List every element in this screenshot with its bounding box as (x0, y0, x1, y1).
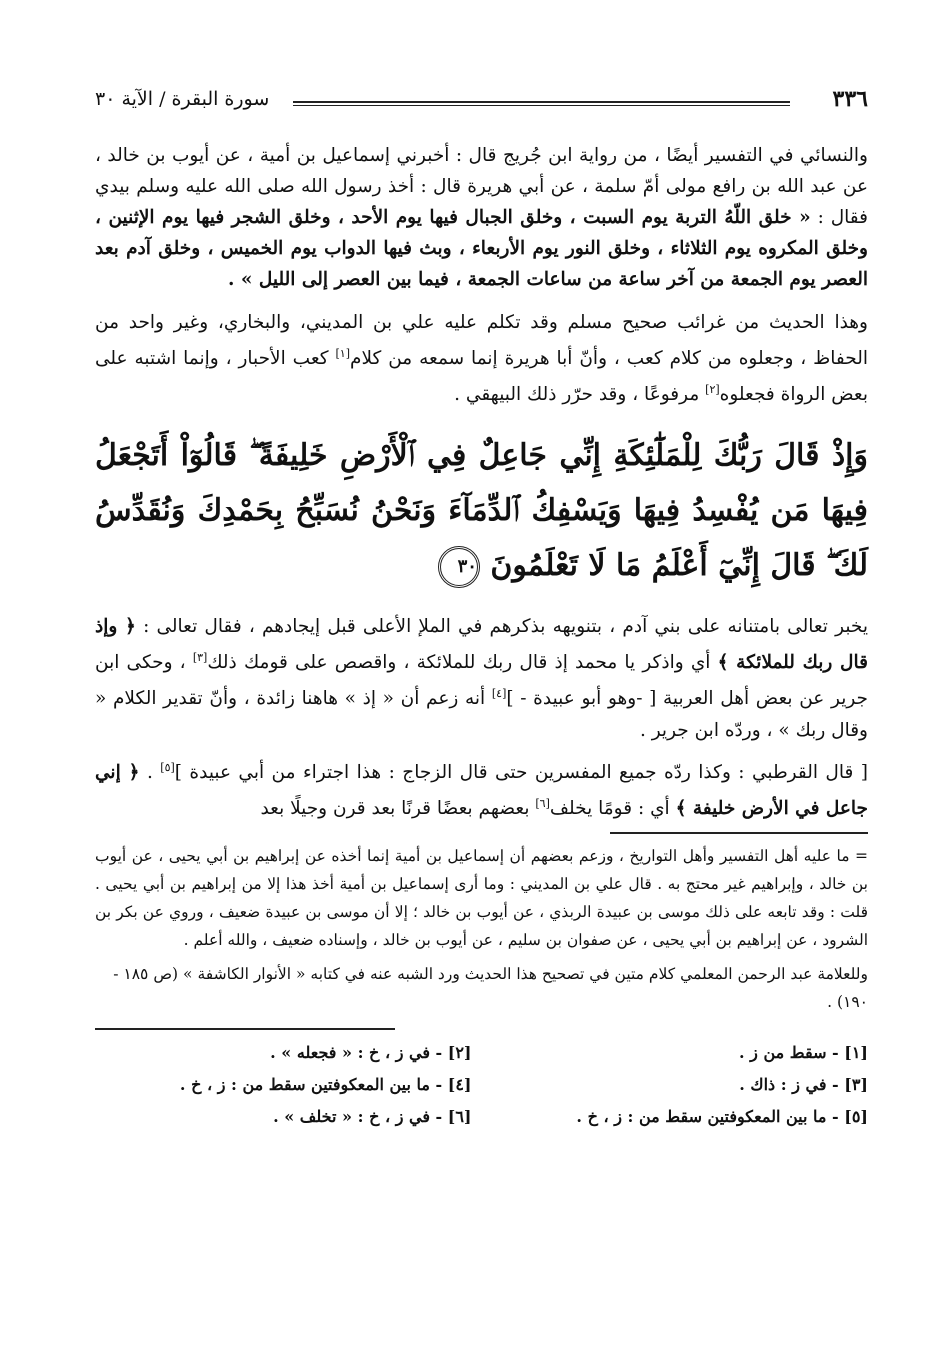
footnote-note: وللعلامة عبد الرحمن المعلمي كلام متين في تصحيح هذا الحديث ورد الشبه عنه في كتابه « الأنوار الكاشفة » (ص ١٨٥ - ١٩٠) . (113, 964, 868, 1011)
page-number: ٣٣٦ (832, 86, 868, 112)
footnote-ref-2[interactable]: [٢] (705, 383, 720, 397)
footnote-3: [٣] - في ز : ذاك . (739, 1074, 868, 1094)
footnote-ref-4[interactable]: [٤] (491, 687, 507, 701)
verse-text: وَإِذْ قَالَ رَبُّكَ لِلْمَلَٰٓئِكَةِ إِنِّي جَاعِلٌ فِي ٱلْأَرْضِ خَلِيفَةً ۖ قَالُوٓاْ أَتَجْعَلُ فِيهَا مَن يُفْسِدُ فِيهَا وَيَسْفِكُ ٱلدِّمَآءَ وَنَحْنُ نُسَبِّحُ بِحَمْدِكَ وَنُقَدِّسُ لَكَ ۖ قَالَ إِنِّيٓ أَعْلَمُ مَا لَا تَعْلَمُونَ (95, 438, 868, 584)
page-header (95, 84, 868, 120)
footnote-ref-3[interactable]: [٣] (192, 651, 208, 665)
footnote-6: [٦] - في ز ، خ : « تخلف » . (273, 1106, 472, 1126)
ayah-number-marker: ٣٠ (438, 546, 480, 588)
footnote-4: [٤] - ما بين المعكوفتين سقط من : ز ، خ . (179, 1074, 472, 1094)
paragraph3-part1: يخبر تعالى بامتنانه على بني آدم ، بتنويهه بذكرهم في الملإ الأعلى قبل إيجادهم ، فقال تعالى : (143, 616, 868, 638)
paragraph3-part2: أي واذكر يا محمد إذ قال ربك للملائكة ، واقصص على قومك ذلك (207, 652, 711, 674)
paragraph4-part4: بعضهم بعضًا قرنًا بعد قرن وجيلًا بعد (260, 797, 530, 819)
paragraph4-bold1: ﴿ إني جاعل في الأرض خليفة ﴾ (95, 761, 868, 819)
paragraph3-part3: ، وحكى ابن جرير عن بعض أهل العربية [ -وهو أبو عبيدة - ] (95, 652, 868, 710)
paragraph-commentary (95, 307, 868, 410)
paragraph2-part1: وهذا الحديث من غرائب صحيح مسلم وقد تكلم عليه علي بن المديني، والبخاري، وغير واحد من الحفاظ ، وجعلوه من كلام كعب ، وأنّ أبا هريرة إنما سمعه من كلام (95, 312, 868, 370)
footnote-ref-6[interactable]: [٦] (535, 796, 550, 810)
paragraph2-part3: مرفوعًا ، وقد حرّر ذلك البيهقي . (454, 384, 700, 406)
paragraph1-hadith: « خلق اللّهُ التربة يوم السبت ، وخلق الجبال فيها يوم الأحد ، وخلق الشجر فيها يوم الإثنين ، وخلق المكروه يوم الثلاثاء ، وخلق النور يوم الأربعاء ، وبث فيها الدواب يوم الخميس ، وخلق آدم بعد العصر يوم الجمعة من آخر ساعة من ساعات الجمعة ، فيما بين العصر إلى الليل » . (95, 207, 868, 290)
paragraph4-part1: [ قال القرطبي : وكذا ردّه جميع المفسرين حتى قال الزجاج : هذا اجتراء من أبي عبيدة ] (174, 761, 868, 783)
paragraph-qurtubi (95, 752, 868, 824)
paragraph3-bold1: ﴿ وإذ قال ربك للملائكة ﴾ (95, 616, 868, 674)
paragraph-hadith (95, 140, 868, 295)
footnote-ref-5[interactable]: [٥] (160, 760, 175, 774)
paragraph4-part3: أي : قومًا يخلف (549, 797, 670, 819)
footnote-ref-1[interactable]: [١] (335, 347, 350, 360)
sura-reference: سورة البقرة / الآية ٣٠ (95, 88, 270, 110)
header-rule (293, 101, 790, 106)
footnote-separator (610, 832, 868, 834)
quran-verse (95, 428, 868, 593)
paragraph4-part2: . (146, 761, 153, 783)
footnotes-list (95, 1038, 868, 1132)
paragraph3-part4: أنه زعم أن « إذ » هاهنا زائدة ، وأنّ تقدير الكلام « وقال ربك » ، وردّه ابن جرير . (95, 688, 868, 741)
footnotes-separator (95, 1028, 395, 1030)
footnote-2: [٢] - في ز ، خ : « فجعله » . (270, 1042, 472, 1062)
footnote-1: [١] - سقط من ز . (739, 1042, 868, 1062)
paragraph1-intro: والنسائي في التفسير أيضًا ، من رواية ابن جُريج قال : أخبرني إسماعيل بن أمية ، عن أيوب بن خالد ، عن عبد الله بن رافع مولى أمّ سلمة ، عن أبي هريرة قال : أخذ رسول الله صلى الله عليه وسلم بيدي فقال : (95, 145, 868, 228)
footnote-5: [٥] - ما بين المعكوفتين سقط من : ز ، خ . (576, 1106, 868, 1126)
footnote-continuation: = ما عليه أهل التفسير وأهل التواريخ ، وزعم بعضهم أن إسماعيل بن أمية إنما أخذه عن إبراهيم بن أبي يحيى ، عن أيوب بن خالد ، وإبراهيم غير محتج به . قال علي بن المديني : وما أرى إسماعيل بن أمية أخذ هذا إلا من إبراهيم بن أبي يحيى . قلت : وقد تابعه على ذلك موسى بن عبيدة الربذي ، عن أيوب بن خالد ؛ إلا أن موسى بن عبيدة ضعيف ، وروي عن بكر بن الشرود ، عن إبراهيم بن أبي يحيى ، عن صفوان بن سليم ، عن أيوب بن خالد ، وإسناده ضعيف ، والله أعلم . (95, 846, 868, 949)
page (95, 84, 868, 1132)
paragraph2-part2: كعب الأحبار ، وإنما اشتبه على بعض الرواة فجعلوه (95, 348, 868, 406)
paragraph-tafsir (95, 611, 868, 745)
